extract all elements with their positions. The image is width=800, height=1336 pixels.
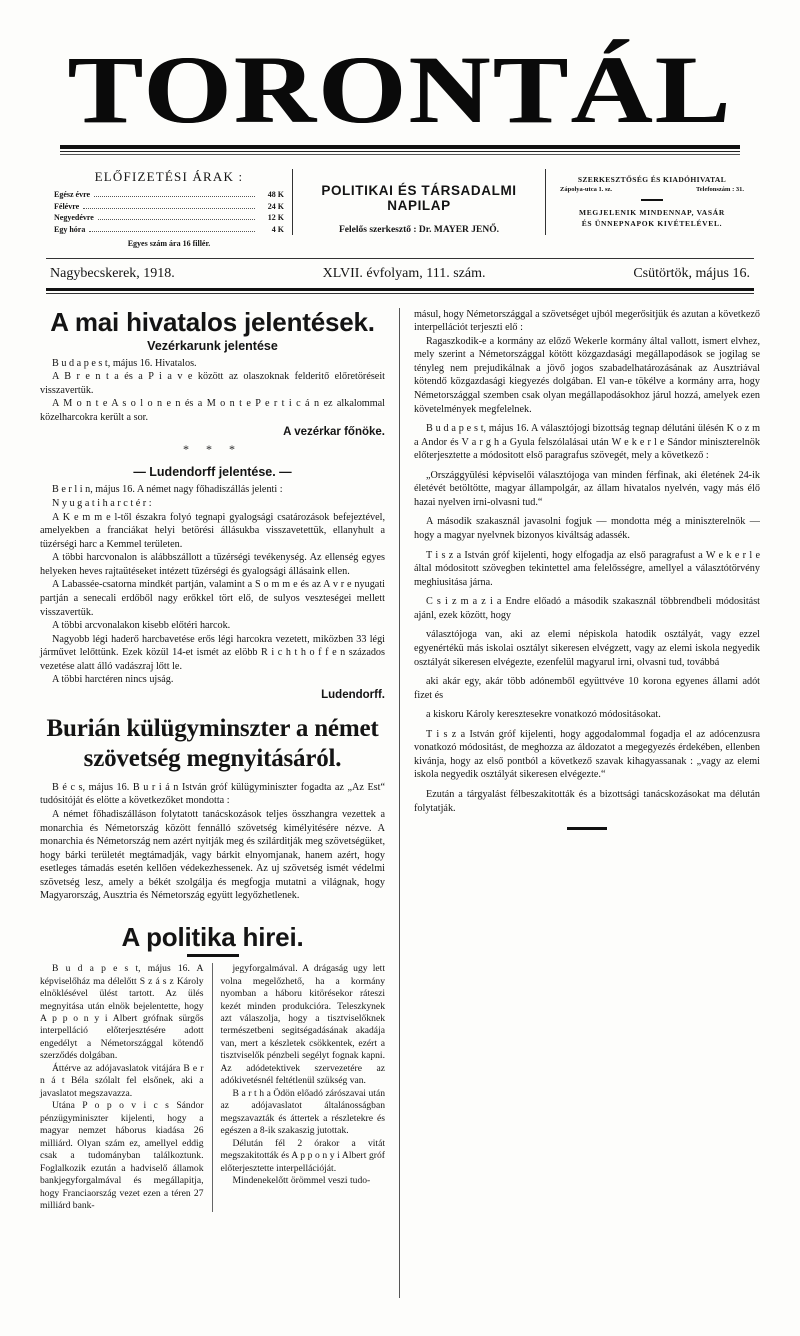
paragraph: B a r t h a Ödön előadó zárószavai után az adójavaslatot általánosságban megszavazták és áttertek a részletekre és egészen a 8-ik szakaszig jutottak.: [220, 1087, 385, 1137]
office-title: SZERKESZTŐSÉG ÉS KIADÓHIVATAL: [577, 175, 727, 185]
subscription-block: [54, 169, 292, 247]
star-divider: * * *: [183, 442, 242, 457]
dateline-place-year: Nagybecskerek, 1918.: [50, 265, 175, 281]
paragraph: A K e m m e l-től északra folyó tegnapi gyalogsági csatározások befejeztével, amelyekben a franciákat helyi betörési állásukba visszavetettük, ellanyhult a tüzérségi harc a Kemmel területen.: [40, 511, 385, 550]
single-copy-price: Egyes szám ára 16 fillér.: [127, 238, 211, 248]
office-contact: [558, 186, 746, 193]
paragraph: jegyforgalmával. A drágaság ugy lett volna megelőzhető, ha a kormány nyomban a háboru kitörésekor ráteszi kezét minden produkcióra. Teleszkynek azt válaszolja, hogy a tisztviselőknek természetbeni segitségadásának akadája van, mert a készletek csökkentek, ezért a tisztviselők pénzbeli segélyt fognak kapni. Az adódetektivek szervezetére az adókivetésnél feltétlenül szükség van.: [220, 963, 385, 1087]
paragraph: B é c s, május 16. B u r i á n István gróf külügyminiszter fogadta az „Az Est“ tudósitóját és elötte a következőket mondotta :: [40, 781, 385, 807]
dateline-rule-bottom-thin: [46, 293, 754, 294]
dateline-volume-issue: XLVII. évfolyam, 111. szám.: [322, 265, 486, 281]
price-row: [54, 224, 284, 236]
masthead-rules: [60, 145, 740, 155]
masthead: [40, 36, 760, 155]
price-leader: [83, 202, 255, 209]
price-label: Egész évre: [54, 190, 91, 200]
paragraph: a kiskoru Károly keresztesekre vonatkozó módositásokat.: [426, 709, 661, 721]
office-block: [546, 169, 746, 230]
rule-thick: [60, 145, 740, 149]
paragraph: T i s z a István gróf kijelenti, hogy aggodalommal fogadja el az adócenzusra vonatkozó módositást, de meghozza az áldozatot a megegyezés érdekében, ellenben kivánja, hogy az első pontból a következő szavak kihagyassanak : „vagy az elemi iskola negyedik osztályát sikeresen elvégezte.“: [414, 728, 760, 781]
dateline-rule-bottom: [46, 288, 754, 291]
headline-burian-line1: Burián külügyminszter a német: [46, 714, 379, 742]
paragraph: Ragaszkodik-e a kormány az előző Wekerle kormány által vallott, ismert elvhez, mely szerint a Németországgal kötött közgazdasági megállapodások se jogilag se tényleg nem prejudikálnak a jövő jogos szabadelhatározásának az Ausztriával kötendő közgazdasági kiegyezés dolgában. El van-e tökélve a kormány arra, hogy Németországgal szemben csak olyan megállapodásokhoz járul hozzá, amelyek ezen követelmények megfelelnek.: [414, 335, 760, 415]
paper-type: POLITIKAI ÉS TÁRSADALMI NAPILAP: [321, 183, 517, 214]
price-leader: [94, 190, 255, 197]
politics-subcolumn-right: [213, 963, 386, 1212]
price-label: Negyedévre: [54, 213, 94, 223]
paragraph: A német főhadiszálláson folytatott tanácskozások teljes összhangra vezettek a monarchia és Németország között fennálló szövetség kimélyitésére nézve. A monarchia és Németország nem azért nyitják meg és szilárditják meg szövetségüket, hogy bárki területét megtámadják, vagy bárkit elnyomjanak, hanem azért, hogy esetleges támadás esetén kellően védekezhessenek. Az uj szövetség ismét védelmi szövetség lesz, amely a békét szolgálja és megfogja mutatni a világnak, hogy Magyarország, Ausztria és Németország együtt legyőzhetlenek.: [40, 809, 385, 902]
paragraph: Nagyobb légi haderő harcbavetése erős légi harcokra vezetett, miközben 33 légi járművet lelőttünk. Ezek közül 14-et ismét az elöbb R i c h t h o f f e n százados vezetése alatt álló vadászraj lőtt le.: [40, 633, 385, 672]
rule-thin: [60, 151, 740, 152]
paragraph: másul, hogy Németországgal a szövetséget ujból megerősitjük és azutan a következő interpellációt terjeszti elő :: [414, 308, 760, 334]
paragraph: T i s z a István gróf kijelenti, hogy elfogadja az első paragrafust a W e k e r l e által módositott szövegben tekintettel ama felelősségre, amellyel a választótörvény meghiusitása járna.: [414, 549, 760, 588]
office-phone: Telefonszám : 31.: [696, 186, 744, 194]
price-leader: [98, 213, 255, 220]
headline-underline: [187, 954, 239, 957]
end-dash: [567, 827, 607, 830]
masthead-title: TORONTÁL: [67, 36, 733, 143]
price-value: 24 K: [267, 201, 284, 211]
paragraph: A többi harctéren nincs ujság.: [52, 674, 174, 686]
signature-ludendorff: Ludendorff.: [321, 688, 385, 701]
price-row: [54, 201, 284, 213]
price-row: [54, 212, 284, 224]
paragraph: Délután fél 2 órakor a vitát megszakitották és A p p o n y i Albert gróf előterjesztette interpellációját.: [220, 1137, 385, 1174]
column-right: [400, 308, 760, 1298]
paragraph: választójoga van, aki az elemi népiskola hatodik osztályát, vagy ezzel egyenértékü más iskolai osztályt sikeresen elvégzett, vagy az elemi iskola negyedik osztályát sikeresen elvégezte, ezenfelül magyarul irni, olvasni tud, továbbá: [414, 629, 760, 668]
paragraph: Ezután a tárgyalást félbeszakitották és a bizottsági tanácskozásokat ma délután folytatják.: [414, 789, 760, 814]
price-row: [54, 189, 284, 201]
paragraph: A M o n t e A s o l o n e n és a M o n t e P e r t i c á n ez alkalommal közelharcokra került a sor.: [40, 398, 385, 423]
paragraph: „Országgyülési képviselői választójoga van minden férfinak, aki életének 24-ik életévét betöltötte, magyar állampolgár, az állam hivatalos nyelvén, vagy más élő hazai nyelven irni-olvasni tud.“: [414, 469, 760, 508]
politics-subcolumn-left: [40, 963, 213, 1212]
paragraph: Utána P o p o v i c s Sándor pénzügyminiszter kijelenti, hogy a magyar nemzet háborus kiadása 26 milliárd. Olyan szám ez, amellyel eddig csak a tudományban találkoztunk. Foglalkozik ezután a hadviselő államok bankjegyforgalmával és megállapitja, hogy Franciaország vezet ezen a téren 27 milliárd bank-: [40, 1100, 204, 1211]
paragraph: B u d a p e s t, május 16. Hivatalos.: [52, 357, 197, 369]
price-label: Egy hóra: [54, 224, 86, 234]
price-value: 4 K: [271, 224, 284, 234]
paragraph: A Labassée-csatorna mindkét partján, valamint a S o m m e és az A v r e nyugati partján a senecali erdőből nagy erőkkel tört elő, de sulyos veszteségei mellett visszavertük.: [40, 579, 385, 618]
paragraph: A második szakasznál javasolni fogjuk — mondotta még a miniszterelnök — hogy a magyar nyelvnek bizonyos kiváltság adassék.: [414, 516, 760, 541]
headline-politics: A politika hirei.: [121, 921, 304, 952]
publish-line-1: MEGJELENIK MINDENNAP, VASÁR: [578, 208, 726, 218]
paragraph: A B r e n t a és a P i a v e között az olaszoknak felderitő előretöréseit visszavertük.: [40, 371, 385, 396]
subhead-general-staff: Vezérkarunk jelentése: [147, 338, 278, 353]
rule-hair: [60, 154, 740, 155]
paragraph: N y u g a t i h a r c t é r :: [52, 498, 152, 510]
paragraph: B u d a p e s t, május 16. A képviselőház ma délelőtt S z á s z Károly elnöklésével ülést tartott. Az ülés megnyitása után elnök bejelentette, hogy A p p o n y i Albert grófnak sürgős interpelláció előterjesztésére adott engedélyt a Németországgal kötendő szerződés dolgában.: [40, 963, 204, 1062]
paragraph: Áttérve az adójavaslatok vitájára B e r n á t Béla szólalt fel elsőnek, aki a javaslatot megszavazza.: [40, 1062, 204, 1099]
headline-burian-line2: szövetség megnyitásáról.: [83, 744, 342, 772]
price-leader: [89, 225, 255, 232]
dateline-day-date: Csütörtök, május 16.: [633, 265, 750, 281]
paragraph: C s i z m a z i a Endre előadó a második szakasznál többrendbeli módositást ajánl, ezek között, hogy: [414, 596, 760, 621]
subhead-ludendorff-report: — Ludendorff jelentése. —: [133, 465, 292, 480]
headline-official-reports: A mai hivatalos jelentések.: [50, 306, 375, 337]
subscription-title: ELŐFIZETÉSI ÁRAK :: [94, 169, 244, 185]
column-left: [40, 308, 400, 1298]
paragraph: aki akár egy, akár több adónemből együttvéve 10 korona egyenes állami adót fizet és: [414, 676, 760, 701]
office-address: Zápolya-utca 1. sz.: [560, 186, 612, 194]
editor-line: Felelős szerkesztő : Dr. MAYER JENŐ.: [339, 225, 499, 236]
paragraph: B e r l i n, május 16. A német nagy főhadiszállás jelenti :: [52, 484, 283, 496]
paper-description-block: [292, 169, 546, 235]
paragraph: A többi harcvonalon is alábbszállott a tüzérségi tevékenység. Az ellenség egyes helyeken heves rajtaütéseket intézett tüzérségi és gyalogsági állásaink ellen.: [40, 552, 385, 577]
price-value: 12 K: [267, 213, 284, 223]
divider-dash: [641, 199, 663, 201]
paragraph: A többi arcvonalakon kisebb előtéri harcok.: [52, 620, 231, 632]
spacer: [40, 903, 385, 923]
header-info-strip: [40, 169, 760, 247]
spacer: [40, 703, 385, 715]
price-value: 48 K: [267, 190, 284, 200]
article-columns: [40, 308, 760, 1298]
dateline: [40, 259, 760, 288]
signature-chief-of-staff: A vezérkar főnöke.: [283, 426, 385, 439]
publish-line-2: ÉS ÜNNEPNAPOK KIVÉTELÉVEL.: [581, 219, 723, 229]
price-label: Félévre: [54, 201, 80, 211]
politics-subcolumns: [40, 963, 385, 1212]
paragraph: B u d a p e s t, május 16. A választójogi bizottság tegnap délutáni ülésén K o z m a Andor és V a r g h a Gyula felszólalásai után W e k e r l e Sándor miniszterelnök előterjesztette a módositott első paragrafus szövegét, mely a következő :: [414, 423, 760, 462]
paragraph: Mindenekelőtt örömmel veszi tudo-: [232, 1175, 371, 1187]
